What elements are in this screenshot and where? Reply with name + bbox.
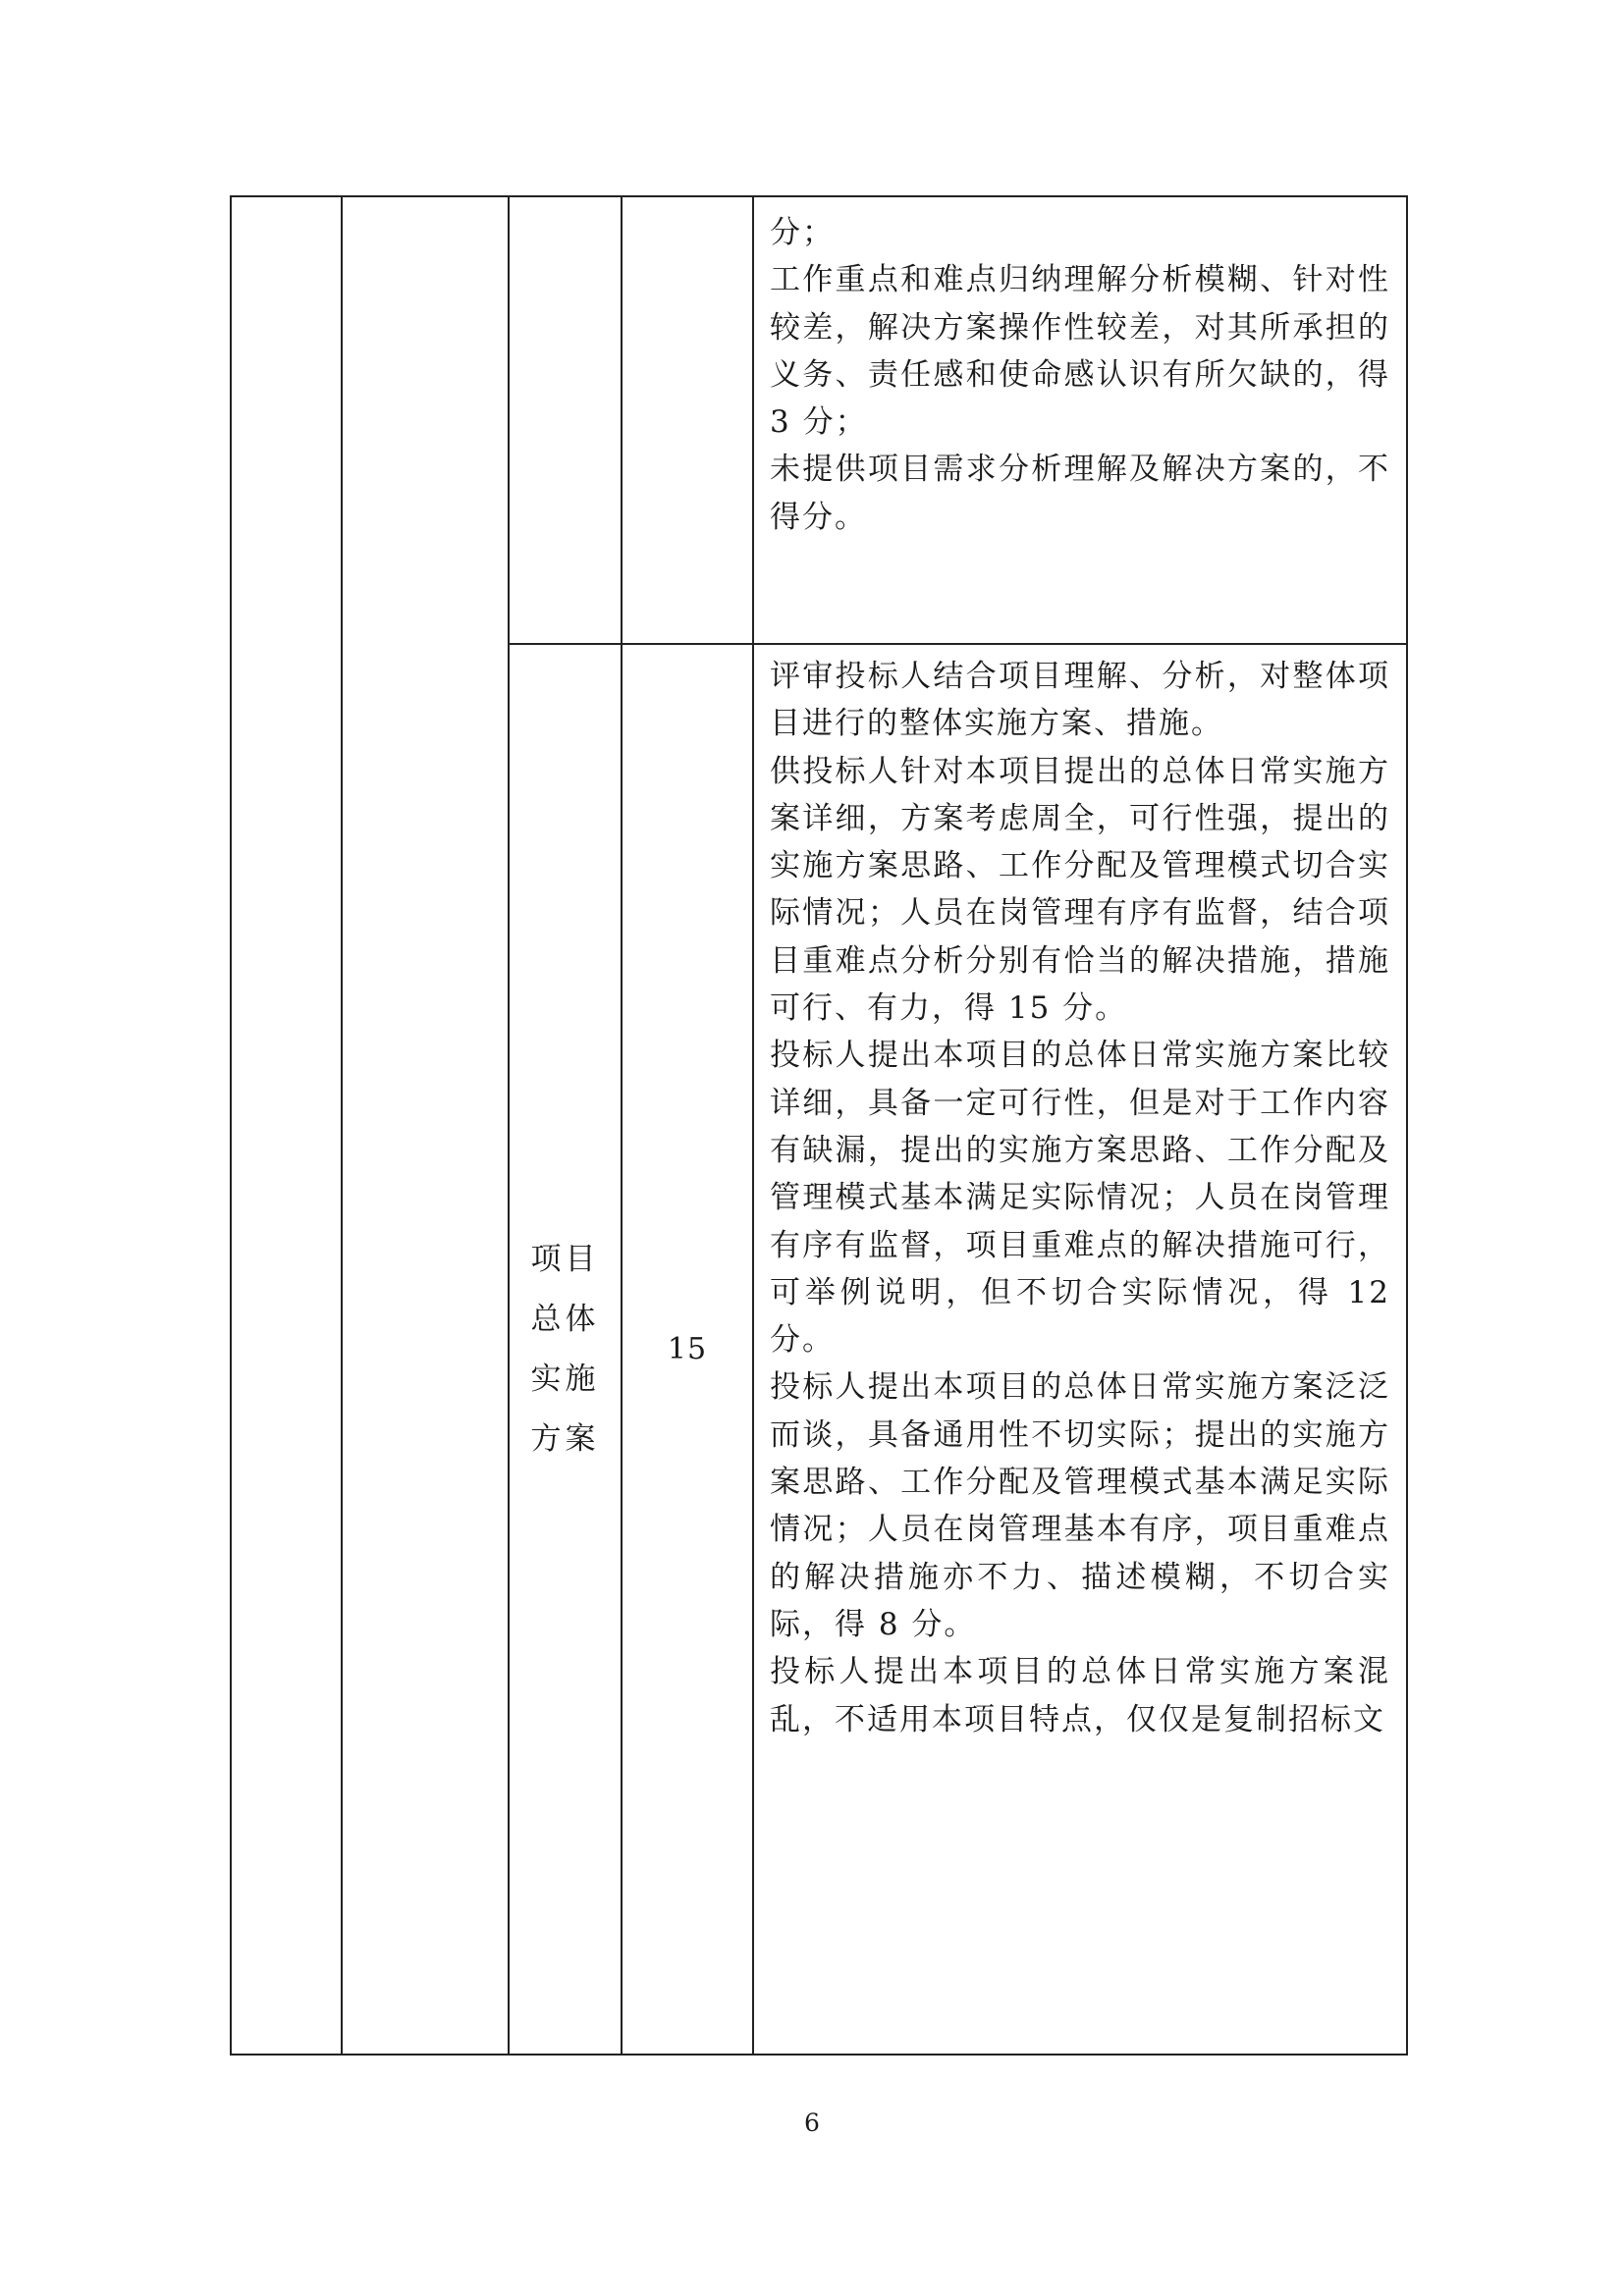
criteria-paragraph: 投标人提出本项目的总体日常实施方案泛泛而谈，具备通用性不切实际；提出的实施方案思路、工作分配及管理模式基本满足实际情况；人员在岗管理基本有序，项目重难点的解决措施亦不力、描述模糊，不切合实际，得 8 分。 (770, 1369, 1390, 1642)
criteria-paragraph: 供投标人针对本项目提出的总体日常实施方案详细，方案考虑周全，可行性强，提出的实施方案思路、工作分配及管理模式切合实际情况；人员在岗管理有序有监督，结合项目重难点分析分别有恰当的解决措施，措施可行、有力，得 15 分。 (770, 753, 1390, 1027)
criteria-paragraph: 工作重点和难点归纳理解分析模糊、针对性较差，解决方案操作性较差，对其所承担的义务、责任感和使命感认识有所欠缺的，得 3 分； (770, 262, 1390, 441)
sub-category-cell (342, 196, 509, 2055)
scoring-table (230, 195, 1408, 2056)
score-cell (622, 196, 753, 644)
criteria-paragraph: 评审投标人结合项目理解、分析，对整体项目进行的整体实施方案、措施。 (770, 659, 1390, 742)
item-score: 15 (667, 1332, 708, 1366)
item-name: 项目总体实施方案 (530, 1241, 600, 1457)
criteria-paragraph: 未提供项目需求分析理解及解决方案的，不得分。 (770, 452, 1390, 535)
score-cell (622, 644, 753, 2055)
item-name-cell (509, 644, 622, 2055)
page-number: 6 (804, 2109, 820, 2137)
category-cell (231, 196, 342, 2055)
criteria-paragraph: 投标人提出本项目的总体日常实施方案混乱，不适用本项目特点，仅仅是复制招标文 (770, 1654, 1390, 1737)
criteria-paragraph: 投标人提出本项目的总体日常实施方案比较详细，具备一定可行性，但是对于工作内容有缺漏，提出的实施方案思路、工作分配及管理模式基本满足实际情况；人员在岗管理有序有监督，项目重难点的解决措施可行，可举例说明，但不切合实际情况，得 12 分。 (770, 1038, 1390, 1359)
item-name-cell (509, 196, 622, 644)
criteria-paragraph: 分； (770, 215, 835, 250)
criteria-cell (753, 196, 1407, 644)
criteria-cell (753, 644, 1407, 2055)
table-row (231, 196, 1407, 644)
